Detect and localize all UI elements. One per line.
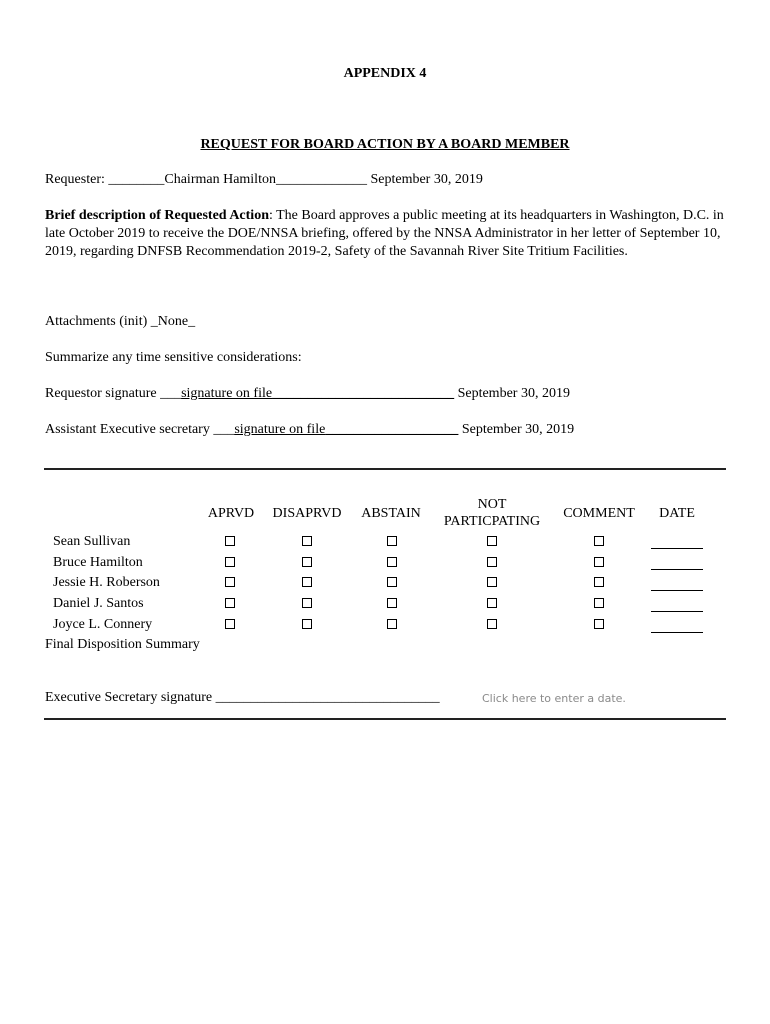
form-title: REQUEST FOR BOARD ACTION BY A BOARD MEMBER [200,137,570,152]
member-name: Jessie H. Roberson [53,575,160,590]
checkbox-not-participating[interactable] [487,536,497,546]
member-name: Joyce L. Connery [53,617,153,632]
requestor-signature-line [45,386,570,402]
checkbox-aprvd[interactable] [225,577,235,587]
requestor-signature-label: Requestor signature ___ [45,386,182,401]
checkbox-comment[interactable] [594,536,604,546]
assistant-signature-label: Assistant Executive secretary ___ [45,422,235,437]
assistant-signature-trail: ___________________ [325,422,459,437]
requestor-signature-trail: __________________________ [272,386,455,401]
checkbox-disaprvd[interactable] [302,536,312,546]
brief-description [45,207,729,261]
requestor-signature-date[interactable]: September 30, 2019 [457,386,570,401]
executive-signature-label: Executive Secretary signature [45,690,216,705]
date-blank[interactable] [651,590,703,591]
member-name: Daniel J. Santos [53,596,144,611]
checkbox-not-participating[interactable] [487,598,497,608]
requester-date[interactable]: September 30, 2019 [370,172,483,187]
time-sensitive-label: Summarize any time sensitive considerations: [45,350,302,365]
checkbox-comment[interactable] [594,598,604,608]
divider-bottom [44,718,726,720]
executive-signature-line [45,690,440,706]
date-blank[interactable] [651,632,703,633]
date-blank[interactable] [651,611,703,612]
brief-label: Brief description of Requested Action [45,208,269,223]
checkbox-disaprvd[interactable] [302,557,312,567]
assistant-signature-line [45,422,574,438]
assistant-signature-field[interactable] [234,422,458,437]
brief-text: : The Board approves a public meeting at its headquarters in Washington, D.C. in late October 2019 to receive the DOE/NNSA briefing, offered by the NNSA Administrator in her letter of September 10, 2019, regarding DNFSB Recommendation 2019-2, Safety of the Savannah River Site Tritium Facilities. [45,208,724,259]
requestor-signature-field[interactable] [181,386,454,401]
executive-signature-field[interactable]: ________________________________ [215,690,440,705]
checkbox-comment[interactable] [594,557,604,567]
checkbox-disaprvd[interactable] [302,619,312,629]
checkbox-abstain[interactable] [387,619,397,629]
assistant-signature-value: signature on file [234,422,326,437]
col-date: DATE [659,506,695,521]
requester-label: Requester: [45,172,105,187]
checkbox-abstain[interactable] [387,557,397,567]
col-comment: COMMENT [563,506,635,521]
divider-top [44,468,726,470]
appendix-label: APPENDIX 4 [343,66,427,81]
attachments-line[interactable]: Attachments (init) _None_ [45,314,196,329]
checkbox-aprvd[interactable] [225,557,235,567]
member-name: Sean Sullivan [53,534,131,549]
col-not-participating: NOT PARTICPATING [443,497,541,529]
requestor-signature-value: signature on file [181,386,273,401]
requester-line [45,172,483,188]
requester-name[interactable]: Chairman Hamilton [164,172,276,187]
col-disaprvd: DISAPRVD [272,506,342,521]
assistant-signature-date[interactable]: September 30, 2019 [461,422,575,437]
checkbox-disaprvd[interactable] [302,598,312,608]
checkbox-aprvd[interactable] [225,598,235,608]
checkbox-comment[interactable] [594,619,604,629]
date-blank[interactable] [651,569,703,570]
checkbox-disaprvd[interactable] [302,577,312,587]
date-picker-placeholder[interactable]: Click here to enter a date. [482,692,626,705]
checkbox-abstain[interactable] [387,536,397,546]
col-aprvd: APRVD [207,506,255,521]
checkbox-not-participating[interactable] [487,577,497,587]
checkbox-not-participating[interactable] [487,557,497,567]
date-blank[interactable] [651,548,703,549]
checkbox-abstain[interactable] [387,577,397,587]
final-disposition-label: Final Disposition Summary [45,637,200,652]
requester-pre-blank: ________ [108,172,165,187]
checkbox-comment[interactable] [594,577,604,587]
checkbox-aprvd[interactable] [225,619,235,629]
checkbox-aprvd[interactable] [225,536,235,546]
requester-post-blank: _____________ [275,172,367,187]
col-abstain: ABSTAIN [361,506,421,521]
checkbox-not-participating[interactable] [487,619,497,629]
checkbox-abstain[interactable] [387,598,397,608]
member-name: Bruce Hamilton [53,555,143,570]
